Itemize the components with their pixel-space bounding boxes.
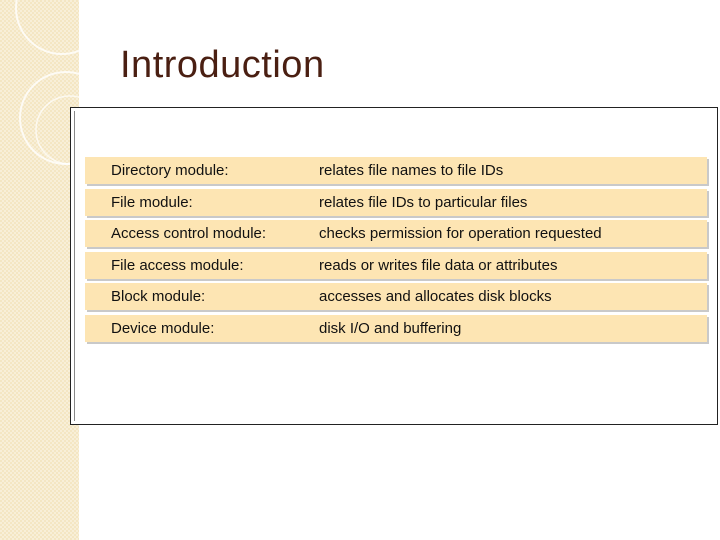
table-row <box>85 252 707 279</box>
module-description: reads or writes file data or attributes <box>319 256 558 274</box>
module-name: Access control module: <box>111 225 267 242</box>
module-name: Directory module: <box>111 162 229 179</box>
table-row <box>85 157 707 184</box>
table-row <box>85 189 707 216</box>
module-description: relates file names to file IDs <box>319 162 504 179</box>
module-description: accesses and allocates disk blocks <box>319 288 552 305</box>
module-description: disk I/O and buffering <box>319 319 462 337</box>
slide-title: Introduction <box>120 44 325 86</box>
module-figure <box>70 107 718 425</box>
table-row <box>85 315 707 342</box>
decorative-side-strip <box>0 0 79 540</box>
module-name: File module: <box>111 193 193 211</box>
module-description: checks permission for operation requested <box>319 225 602 242</box>
module-name: Device module: <box>111 319 215 337</box>
module-name: File access module: <box>111 256 244 274</box>
module-table <box>85 157 707 346</box>
module-name: Block module: <box>111 288 206 305</box>
decorative-circles <box>0 0 79 540</box>
module-description: relates file IDs to particular files <box>319 193 528 211</box>
table-row <box>85 283 707 310</box>
table-row <box>85 220 707 247</box>
